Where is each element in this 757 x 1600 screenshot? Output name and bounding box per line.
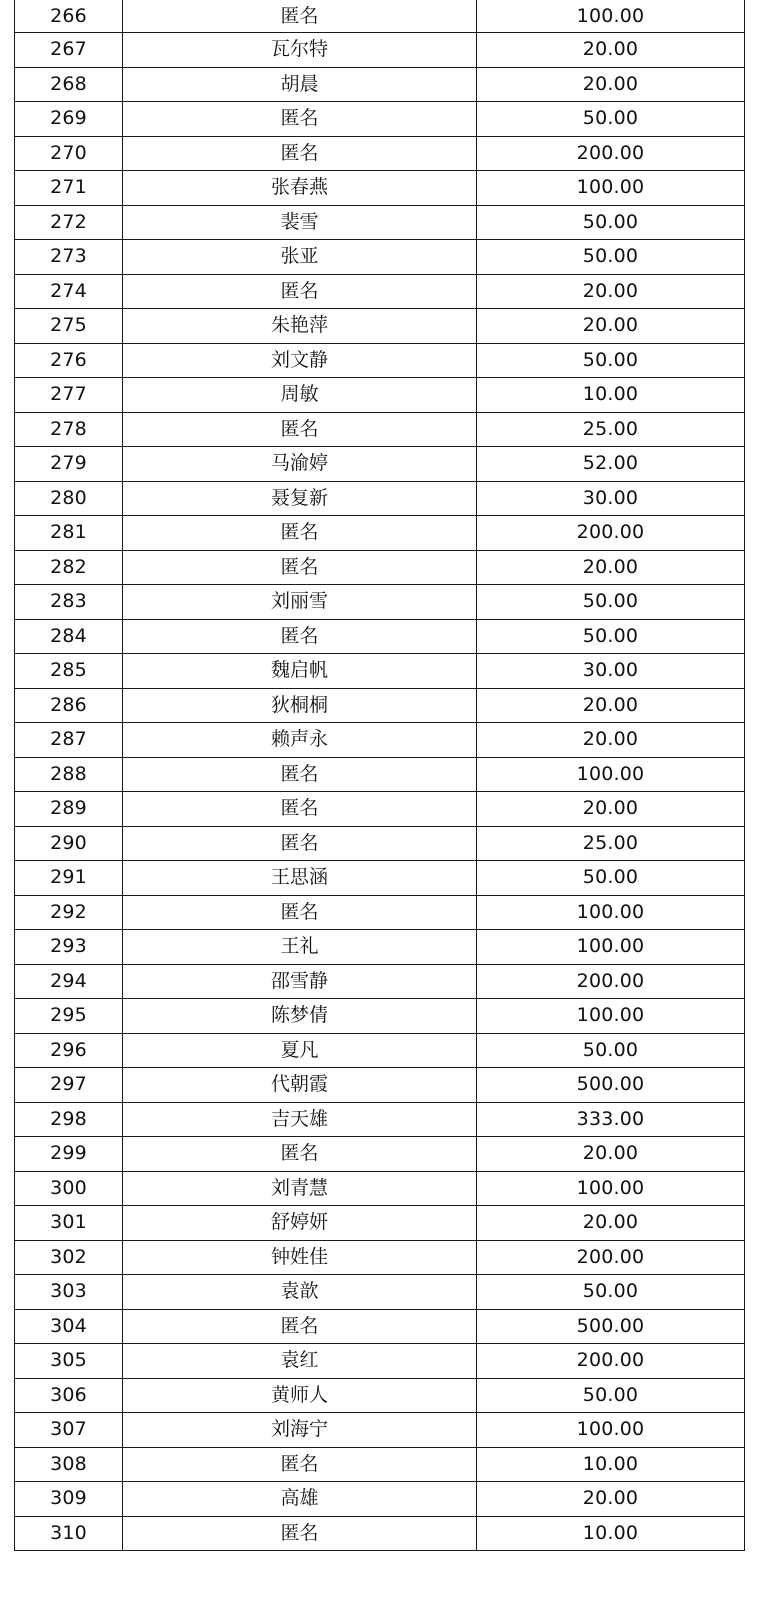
donor-name-cell: 瓦尔特 [123, 33, 477, 68]
amount-cell: 20.00 [477, 67, 745, 102]
row-number-cell: 302 [15, 1240, 123, 1275]
donor-name-cell: 匿名 [123, 1516, 477, 1551]
donor-name-cell: 聂复新 [123, 481, 477, 516]
row-number-cell: 300 [15, 1171, 123, 1206]
table-row [15, 1137, 745, 1172]
row-number-cell: 273 [15, 240, 123, 275]
amount-cell: 50.00 [477, 205, 745, 240]
donor-name-cell: 胡晨 [123, 67, 477, 102]
amount-cell: 20.00 [477, 274, 745, 309]
table-row [15, 1240, 745, 1275]
row-number-cell: 275 [15, 309, 123, 344]
donor-name-cell: 刘文静 [123, 343, 477, 378]
row-number-cell: 272 [15, 205, 123, 240]
table-row [15, 1068, 745, 1103]
row-number-cell: 310 [15, 1516, 123, 1551]
table-row [15, 274, 745, 309]
table-row [15, 1102, 745, 1137]
amount-cell: 50.00 [477, 343, 745, 378]
amount-cell: 50.00 [477, 619, 745, 654]
row-number-cell: 266 [15, 0, 123, 33]
row-number-cell: 281 [15, 516, 123, 551]
row-number-cell: 309 [15, 1482, 123, 1517]
table-row [15, 240, 745, 275]
donor-name-cell: 刘海宁 [123, 1413, 477, 1448]
amount-cell: 20.00 [477, 550, 745, 585]
donor-name-cell: 裴雪 [123, 205, 477, 240]
amount-cell: 100.00 [477, 0, 745, 33]
row-number-cell: 282 [15, 550, 123, 585]
amount-cell: 100.00 [477, 1171, 745, 1206]
row-number-cell: 280 [15, 481, 123, 516]
table-row [15, 1309, 745, 1344]
table-row [15, 999, 745, 1034]
donor-name-cell: 舒婷妍 [123, 1206, 477, 1241]
row-number-cell: 270 [15, 136, 123, 171]
donor-name-cell: 黄师人 [123, 1378, 477, 1413]
table-row [15, 688, 745, 723]
donor-name-cell: 匿名 [123, 1309, 477, 1344]
table-row [15, 895, 745, 930]
amount-cell: 200.00 [477, 516, 745, 551]
row-number-cell: 294 [15, 964, 123, 999]
table-row [15, 412, 745, 447]
amount-cell: 20.00 [477, 1206, 745, 1241]
row-number-cell: 301 [15, 1206, 123, 1241]
row-number-cell: 299 [15, 1137, 123, 1172]
amount-cell: 200.00 [477, 1240, 745, 1275]
amount-cell: 30.00 [477, 481, 745, 516]
amount-cell: 20.00 [477, 723, 745, 758]
donation-list-sheet [14, 0, 744, 1551]
donor-name-cell: 匿名 [123, 619, 477, 654]
row-number-cell: 276 [15, 343, 123, 378]
donor-name-cell: 张春燕 [123, 171, 477, 206]
donor-name-cell: 袁红 [123, 1344, 477, 1379]
donor-name-cell: 匿名 [123, 826, 477, 861]
amount-cell: 20.00 [477, 792, 745, 827]
donor-name-cell: 匿名 [123, 792, 477, 827]
donor-name-cell: 朱艳萍 [123, 309, 477, 344]
table-row [15, 550, 745, 585]
donor-name-cell: 匿名 [123, 412, 477, 447]
donor-name-cell: 匿名 [123, 274, 477, 309]
table-row [15, 964, 745, 999]
amount-cell: 500.00 [477, 1309, 745, 1344]
donor-name-cell: 代朝霞 [123, 1068, 477, 1103]
row-number-cell: 290 [15, 826, 123, 861]
donor-name-cell: 刘青慧 [123, 1171, 477, 1206]
table-row [15, 447, 745, 482]
table-row [15, 930, 745, 965]
amount-cell: 50.00 [477, 1378, 745, 1413]
table-row [15, 1378, 745, 1413]
donor-name-cell: 匿名 [123, 136, 477, 171]
row-number-cell: 286 [15, 688, 123, 723]
donor-name-cell: 赖声永 [123, 723, 477, 758]
row-number-cell: 268 [15, 67, 123, 102]
amount-cell: 20.00 [477, 688, 745, 723]
row-number-cell: 271 [15, 171, 123, 206]
row-number-cell: 295 [15, 999, 123, 1034]
row-number-cell: 297 [15, 1068, 123, 1103]
row-number-cell: 306 [15, 1378, 123, 1413]
row-number-cell: 267 [15, 33, 123, 68]
amount-cell: 10.00 [477, 1447, 745, 1482]
amount-cell: 200.00 [477, 136, 745, 171]
donor-name-cell: 邵雪静 [123, 964, 477, 999]
table-row [15, 67, 745, 102]
table-row [15, 33, 745, 68]
amount-cell: 100.00 [477, 1413, 745, 1448]
amount-cell: 50.00 [477, 861, 745, 896]
amount-cell: 50.00 [477, 102, 745, 137]
donor-name-cell: 袁歆 [123, 1275, 477, 1310]
amount-cell: 50.00 [477, 585, 745, 620]
table-row [15, 378, 745, 413]
donor-name-cell: 周敏 [123, 378, 477, 413]
table-row [15, 757, 745, 792]
donor-name-cell: 匿名 [123, 1137, 477, 1172]
amount-cell: 25.00 [477, 412, 745, 447]
row-number-cell: 278 [15, 412, 123, 447]
row-number-cell: 277 [15, 378, 123, 413]
row-number-cell: 269 [15, 102, 123, 137]
row-number-cell: 304 [15, 1309, 123, 1344]
donor-name-cell: 匿名 [123, 895, 477, 930]
row-number-cell: 285 [15, 654, 123, 689]
row-number-cell: 279 [15, 447, 123, 482]
donor-name-cell: 夏凡 [123, 1033, 477, 1068]
amount-cell: 30.00 [477, 654, 745, 689]
donor-name-cell: 匿名 [123, 757, 477, 792]
table-row [15, 1516, 745, 1551]
amount-cell: 50.00 [477, 240, 745, 275]
donor-name-cell: 陈梦倩 [123, 999, 477, 1034]
amount-cell: 100.00 [477, 930, 745, 965]
table-row [15, 826, 745, 861]
table-row [15, 1413, 745, 1448]
donor-name-cell: 匿名 [123, 516, 477, 551]
row-number-cell: 296 [15, 1033, 123, 1068]
table-row [15, 136, 745, 171]
row-number-cell: 308 [15, 1447, 123, 1482]
amount-cell: 10.00 [477, 378, 745, 413]
row-number-cell: 274 [15, 274, 123, 309]
table-row [15, 205, 745, 240]
amount-cell: 20.00 [477, 33, 745, 68]
table-row [15, 102, 745, 137]
table-row [15, 1344, 745, 1379]
row-number-cell: 284 [15, 619, 123, 654]
donor-name-cell: 匿名 [123, 550, 477, 585]
table-row [15, 585, 745, 620]
donor-name-cell: 狄桐桐 [123, 688, 477, 723]
row-number-cell: 288 [15, 757, 123, 792]
donor-name-cell: 匿名 [123, 0, 477, 33]
amount-cell: 20.00 [477, 1482, 745, 1517]
row-number-cell: 283 [15, 585, 123, 620]
table-row [15, 1206, 745, 1241]
table-row [15, 792, 745, 827]
table-row [15, 171, 745, 206]
row-number-cell: 307 [15, 1413, 123, 1448]
row-number-cell: 289 [15, 792, 123, 827]
amount-cell: 200.00 [477, 1344, 745, 1379]
donor-name-cell: 马渝婷 [123, 447, 477, 482]
amount-cell: 100.00 [477, 999, 745, 1034]
amount-cell: 25.00 [477, 826, 745, 861]
table-row [15, 343, 745, 378]
donor-name-cell: 刘丽雪 [123, 585, 477, 620]
donor-name-cell: 吉天雄 [123, 1102, 477, 1137]
table-row [15, 0, 745, 33]
donor-name-cell: 王礼 [123, 930, 477, 965]
row-number-cell: 293 [15, 930, 123, 965]
table-row [15, 1482, 745, 1517]
amount-cell: 500.00 [477, 1068, 745, 1103]
amount-cell: 10.00 [477, 1516, 745, 1551]
amount-cell: 333.00 [477, 1102, 745, 1137]
table-row [15, 861, 745, 896]
donor-name-cell: 高雄 [123, 1482, 477, 1517]
table-row [15, 723, 745, 758]
amount-cell: 50.00 [477, 1033, 745, 1068]
row-number-cell: 298 [15, 1102, 123, 1137]
table-row [15, 1447, 745, 1482]
table-row [15, 481, 745, 516]
table-row [15, 619, 745, 654]
donor-name-cell: 匿名 [123, 1447, 477, 1482]
donation-table [14, 0, 745, 1551]
row-number-cell: 291 [15, 861, 123, 896]
donation-table-body [15, 0, 745, 1551]
table-row [15, 1171, 745, 1206]
table-row [15, 516, 745, 551]
amount-cell: 20.00 [477, 309, 745, 344]
donor-name-cell: 钟姓佳 [123, 1240, 477, 1275]
row-number-cell: 287 [15, 723, 123, 758]
table-row [15, 1033, 745, 1068]
row-number-cell: 305 [15, 1344, 123, 1379]
donor-name-cell: 匿名 [123, 102, 477, 137]
amount-cell: 200.00 [477, 964, 745, 999]
amount-cell: 52.00 [477, 447, 745, 482]
amount-cell: 100.00 [477, 895, 745, 930]
row-number-cell: 292 [15, 895, 123, 930]
amount-cell: 100.00 [477, 171, 745, 206]
table-row [15, 654, 745, 689]
row-number-cell: 303 [15, 1275, 123, 1310]
donor-name-cell: 魏启帆 [123, 654, 477, 689]
donor-name-cell: 张亚 [123, 240, 477, 275]
table-row [15, 309, 745, 344]
amount-cell: 50.00 [477, 1275, 745, 1310]
donor-name-cell: 王思涵 [123, 861, 477, 896]
amount-cell: 100.00 [477, 757, 745, 792]
amount-cell: 20.00 [477, 1137, 745, 1172]
table-row [15, 1275, 745, 1310]
